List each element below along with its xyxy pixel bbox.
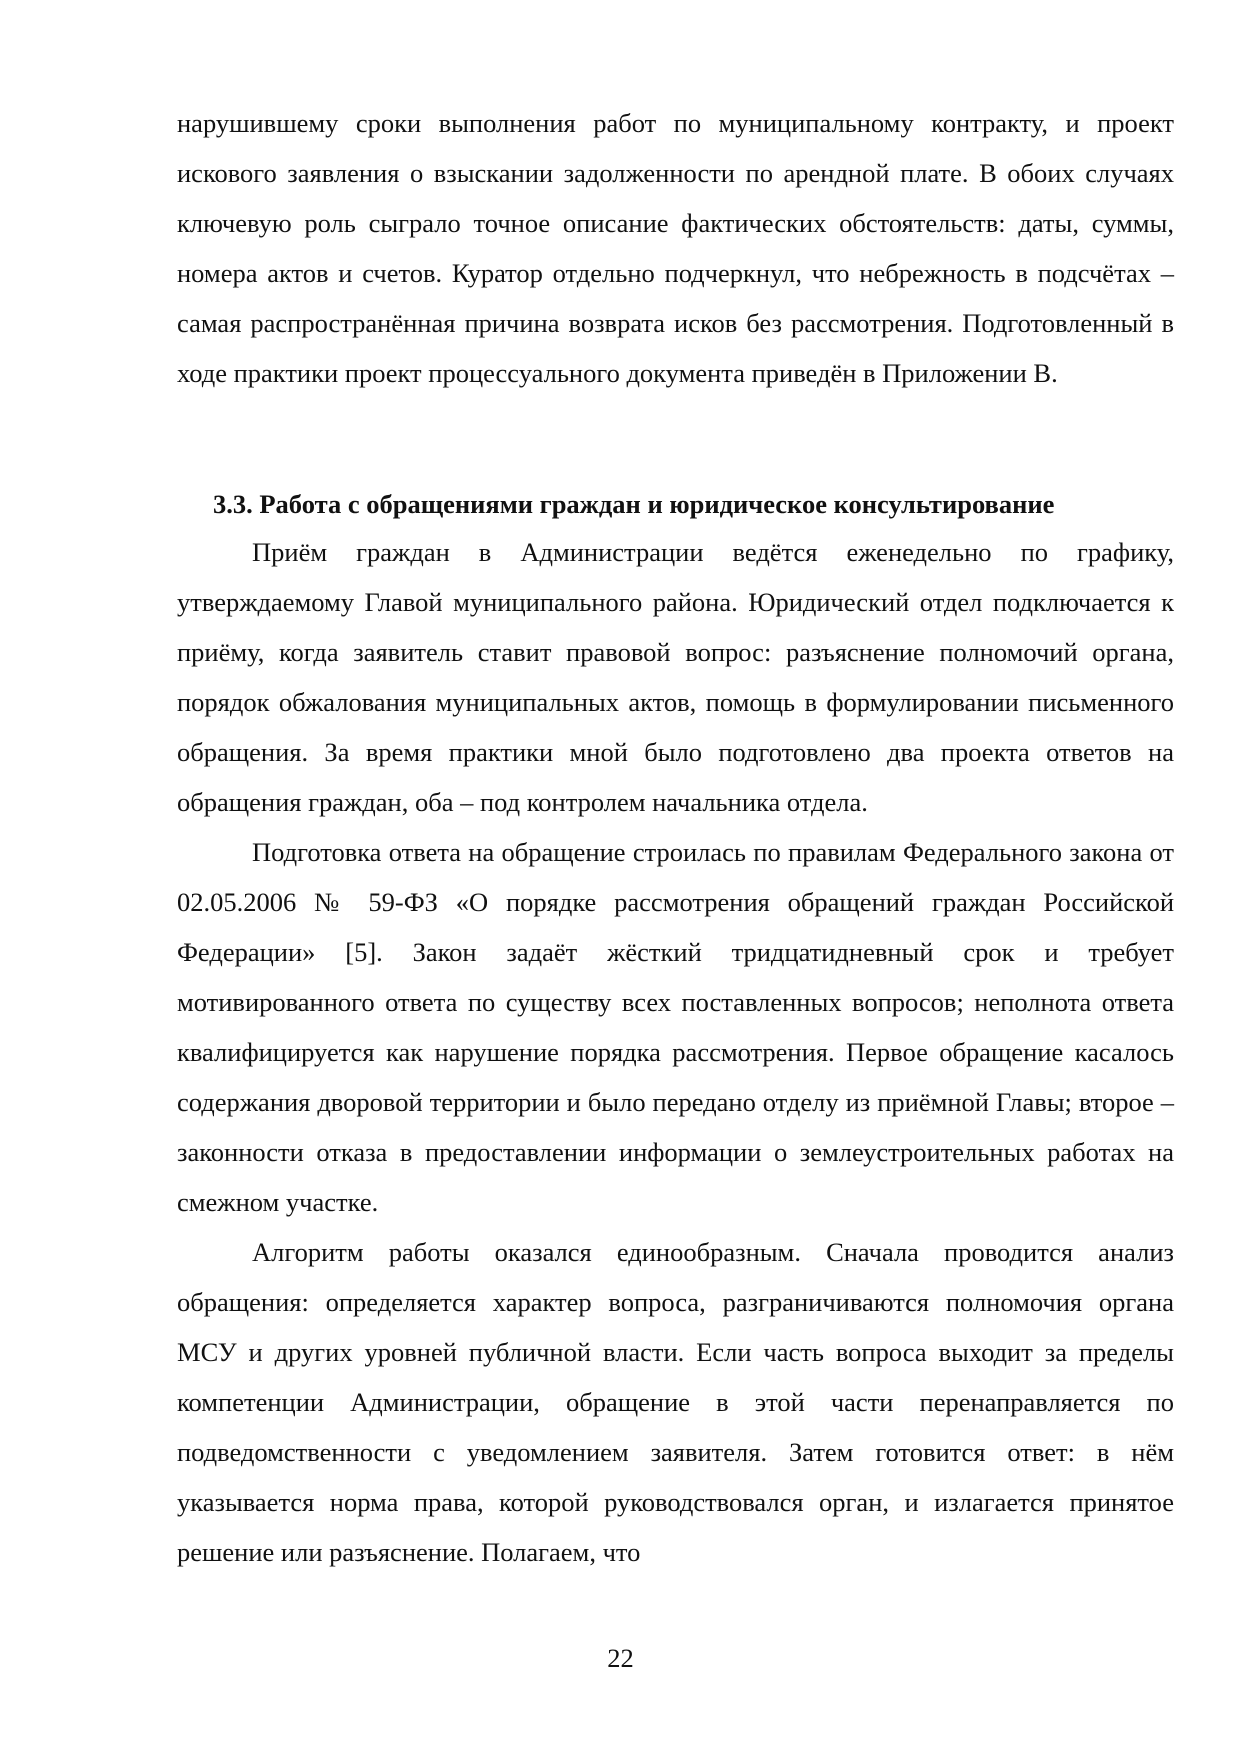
body-paragraph-1: Приём граждан в Администрации ведётся еженедельно по графику, утверждаемому Главой муниципального района. Юридический отдел подключается к приёму, когда заявитель ставит правовой вопрос: разъяснение полномочий органа, порядок обжалования муниципальных актов, помощь в формулировании письменного обращения. За время практики мной было подготовлено два проекта ответов на обращения граждан, оба – под контролем начальника отдела. [177, 537, 1174, 817]
continuation-paragraph: нарушившему сроки выполнения работ по муниципальному контракту, и проект искового заявления о взыскании задолженности по арендной плате. В обоих случаях ключевую роль сыграло точное описание фактических обстоятельств: даты, суммы, номера актов и счетов. Куратор отдельно подчеркнул, что небрежность в подсчётах – самая распространённая причина возврата исков без рассмотрения. Подготовленный в ходе практики проект процессуального документа приведён в Приложении В. [177, 108, 1174, 388]
body-paragraph-2: Подготовка ответа на обращение строилась по правилам Федерального закона от 02.05.2006 № 59-ФЗ «О порядке рассмотрения обращений граждан Российской Федерации» [5]. Закон задаёт жёсткий тридцатидневный срок и требует мотивированного ответа по существу всех поставленных вопросов; неполнота ответа квалифицируется как нарушение порядка рассмотрения. Первое обращение касалось содержания дворовой территории и было передано отделу из приёмной Главы; второе – законности отказа в предоставлении информации о землеустроительных работах на смежном участке. [177, 837, 1174, 1217]
section-heading: 3.3. Работа с обращениями граждан и юридическое консультирование [213, 489, 1055, 519]
section-body [177, 527, 1174, 1577]
body-paragraph-3: Алгоритм работы оказался единообразным. Сначала проводится анализ обращения: определяется характер вопроса, разграничиваются полномочия органа МСУ и других уровней публичной власти. Если часть вопроса выходит за пределы компетенции Администрации, обращение в этой части перенаправляется по подведомственности с уведомлением заявителя. Затем готовится ответ: в нём указывается норма права, которой руководствовался орган, и излагается принятое решение или разъяснение. Полагаем, что [177, 1237, 1174, 1567]
continuation-block [177, 98, 1174, 398]
page-number: 22 [607, 1643, 634, 1673]
